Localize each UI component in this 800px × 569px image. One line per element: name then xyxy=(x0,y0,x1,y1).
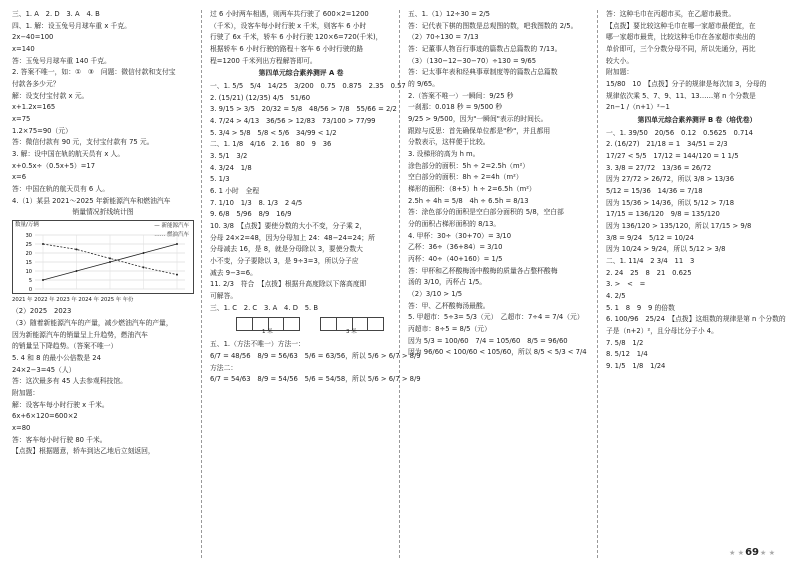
data-point xyxy=(143,252,145,254)
answer-line: 因为 15/36 > 14/36，所以 5/12 > 7/18 xyxy=(606,198,735,207)
chart-xlabels: 2021 年 2022 年 2023 年 2024 年 2025 年 年份 xyxy=(12,297,134,304)
answer-line: 17/15 = 136/120 9/8 = 135/120 xyxy=(606,210,720,219)
y-tick-label: 25 xyxy=(25,242,32,249)
answer-line: 解：设支付宝付款 x 元。 xyxy=(12,91,89,100)
y-tick-label: 15 xyxy=(25,260,32,267)
answer-line: 17/27 < 5/5 17/12 = 144/120 = 1 1/5 xyxy=(606,152,739,161)
column-1 xyxy=(12,10,194,555)
answer-line: 三、1. A 2. D 3. A 4. B xyxy=(12,10,100,18)
answer-line: 因为 10/24 > 9/24，所以 5/12 > 3/8 xyxy=(606,245,726,254)
answer-line: 梯形的面积：（8+5）h ÷ 2=6.5h（m²） xyxy=(408,185,536,194)
answer-line: 2. (15/21) (12/35) 4/5 51/60 xyxy=(210,93,311,102)
chart-ylabel: 数量/万辆 xyxy=(15,222,39,229)
answer-line: 4. 3/24 1/8 xyxy=(210,163,252,172)
answer-line: 1.2×75=90（元） xyxy=(12,126,72,135)
answer-line: 哪一家超市最贵，比较这种毛巾在各家超市卖出的 xyxy=(606,33,756,42)
answer-line: 二、1. 1/8 4/16 2. 16 80 9 36 xyxy=(210,140,332,149)
answer-line: 根据轿车 6 小时行驶的路程＋客车 6 小时行驶的路 xyxy=(210,45,364,54)
answer-line: 过 6 小时两车相遇，则两车共行驶了 600×2=1200 xyxy=(210,10,369,18)
answer-line: x=140 xyxy=(12,45,35,54)
answer-line: 较大小。 xyxy=(606,56,634,65)
answer-line: 附加题： xyxy=(12,388,40,397)
answer-line: 因为 27/72 > 26/72，所以 3/8 > 13/36 xyxy=(606,175,735,184)
answer-line: 丙超市：8÷5 = 8/5（元） xyxy=(408,325,491,334)
answer-line: （3）随着新能源汽车的产量，减少燃油汽车的产量， xyxy=(12,318,173,327)
answer-line: 8. 5/12 1/4 xyxy=(606,350,648,359)
data-point xyxy=(109,257,111,259)
column-divider xyxy=(201,10,202,558)
answer-line: 5. 甲超市：5÷3= 5/3（元） 乙超市：7÷4 = 7/4（元） xyxy=(408,313,584,322)
answer-line: 24×2−3=45（人） xyxy=(12,365,76,374)
answer-line: 6x+6×120=600×2 xyxy=(12,412,78,421)
bar-label-1m: 1 米 xyxy=(262,329,273,336)
answer-line: 5. 4 和 8 的最小公倍数是 24 xyxy=(12,353,101,362)
answer-line: 2n−1 /（n+1）²−1 xyxy=(606,103,670,112)
y-tick-label: 30 xyxy=(25,233,32,240)
answer-line: 6/7 = 48/56 8/9 = 56/63 5/6 = 63/56，所以 5/6 > 6/7 > 8/9 xyxy=(210,352,421,361)
answer-line: 3. 9/15 > 3/5 20/32 = 5/8 48/56 > 7/8 55/66 = 2/2 xyxy=(210,105,397,114)
answer-line: 因为 96/60 < 100/60 < 105/60，所以 8/5 < 5/3 < 7/4 xyxy=(408,348,587,357)
answer-line: 2x−40=100 xyxy=(12,33,54,42)
answer-line: 6/7 = 54/63 8/9 = 54/56 5/6 = 54/58，所以 5/6 > 6/7 > 8/9 xyxy=(210,375,421,384)
answer-line: 9. 6/8 5/96 8/9 16/9 xyxy=(210,210,292,219)
answer-line: 5. 3/4 > 5/8 5/8 < 5/6 34/99 < 1/2 xyxy=(210,128,337,137)
answer-line: 5. 1/3 xyxy=(210,175,230,184)
answer-line: 答：记代表下棋的图数是总观图的数，吧我图数的 2/5。 xyxy=(408,21,578,30)
answer-line: x=80 xyxy=(12,423,31,432)
answer-line: 的销量呈下降趋势。（答案不唯一） xyxy=(12,342,118,351)
answer-line: 9. 1/5 1/8 1/24 xyxy=(606,362,666,371)
answer-line: 7. 5/8 1/2 xyxy=(606,338,644,347)
answer-line: 答：记董事人物百行事迹的篇数占总篇数的 7/13。 xyxy=(408,45,562,54)
answer-line: 10. 3/8 【点拨】要使分数的大小不变，分子乘 2， xyxy=(210,222,367,231)
answer-line: 减去 9−3=6。 xyxy=(210,268,257,277)
answer-line: （3）（130−12−30−70）÷130 = 9/65 xyxy=(408,56,537,65)
answer-line: 15/80 10 【点拨】分子的规律是每次加 3，分母的 xyxy=(606,80,767,89)
answer-line: 因为新能源汽车的销量呈上升趋势，燃油汽车 xyxy=(12,330,148,339)
answer-line: 6. 100/96 25/24 【点拨】这组数的规律是第 n 个分数的 xyxy=(606,315,786,324)
answer-line: 答：玉兔号月球车重 140 千克。 xyxy=(12,56,111,65)
answer-line: x=75 xyxy=(12,115,31,124)
answer-line: （2）70÷130 = 7/13 xyxy=(408,33,479,42)
column-2 xyxy=(210,10,421,555)
answer-line: 答：客车每小时行驶 80 千米。 xyxy=(12,435,107,444)
y-tick-label: 5 xyxy=(28,278,32,285)
fraction-bar-diagram xyxy=(210,315,392,337)
answer-line: 答：涂色部分的面积是空白部分面积的 5/8，空白部 xyxy=(408,208,564,217)
answer-line: 3. 5/1 3/2 xyxy=(210,152,248,161)
answer-line: 答：这种毛巾在丙超市买，在乙超市最贵。 xyxy=(606,10,736,18)
answer-line: 4. 7/24 > 4/13 36/56 > 12/83 73/100 > 77/99 xyxy=(210,117,376,126)
data-point xyxy=(76,248,78,250)
answer-line: 规律依次乘 5、7、9、11、13……第 n 个分数是 xyxy=(606,91,756,100)
answer-line: 分的面积占梯形面积的 8/13。 xyxy=(408,220,501,229)
answer-line: 5. 1 8 9 9 的倍数 xyxy=(606,303,675,312)
answer-line: （2）2025 2023 xyxy=(12,307,72,316)
answer-line: 的 9/65。 xyxy=(408,80,440,89)
column-divider xyxy=(399,10,400,558)
y-tick-label: 0 xyxy=(28,287,32,294)
answer-line: 4. 2/5 xyxy=(606,292,626,301)
answer-line: 程=1200 千米列出方程解答即可。 xyxy=(210,56,317,65)
answer-line: 4. 甲杯：30÷（30+70）= 3/10 xyxy=(408,231,512,240)
answer-line: 【点拨】要比较这种毛巾在哪一家超市最便宜，在 xyxy=(606,21,756,30)
page-number: ★ ★69★ ★ xyxy=(729,546,775,558)
data-point xyxy=(143,266,145,268)
answer-line: 付款各多少元？ xyxy=(12,80,60,89)
answer-line: 五、1.（方法不唯一）方法一： xyxy=(210,340,305,349)
answer-line: 分母减去 16，是 8，就是分母除以 3，要使分数大 xyxy=(210,245,363,254)
answer-line: 四、1. 解：设玉兔号月球车重 x 千克。 xyxy=(12,21,131,30)
answer-line: 答：甲杯和乙杯酸梅汤中酸梅的质量各占整杯酸梅 xyxy=(408,266,558,275)
answer-line: 3. 解：设中国在轨的航天员有 x 人。 xyxy=(12,150,125,159)
answer-line: 单价即可，三个分数分母不同，所以先通分，再比 xyxy=(606,45,756,54)
section-heading-b: 第四单元综合素养测评 B 卷（培优卷） xyxy=(637,115,757,124)
answer-line: 一刹那：0.018 秒 = 9/500 秒 xyxy=(408,103,503,112)
chart-caption: 4.（1）某县 2021～2025 年新能源汽车和燃油汽车 xyxy=(12,196,171,205)
answer-line: 7. 1/10 1/3 8. 1/3 2 4/5 xyxy=(210,198,303,207)
answer-line: x+1.2x=165 xyxy=(12,103,56,112)
answer-line: 二、1. 11/4 2 3/4 11 3 xyxy=(606,257,695,266)
answer-line: 解：设客车每小时行驶 x 千米。 xyxy=(12,400,109,409)
answer-line: 11. 2/3 符合 【点拨】根据升高度除以下落高度即 xyxy=(210,280,367,289)
y-tick-label: 10 xyxy=(25,269,32,276)
answer-line: 答：记太事年表和经典事章制度等的篇数占总篇数 xyxy=(408,68,558,77)
column-divider xyxy=(597,10,598,558)
y-tick-label: 20 xyxy=(25,251,32,258)
answer-line: 3. > < = xyxy=(606,280,646,289)
column-4 xyxy=(606,10,788,555)
answer-line: 3. 3/8 = 27/72 13/36 = 26/72 xyxy=(606,163,712,172)
data-point xyxy=(42,279,44,281)
answer-line: 3. 设梯形的高为 h m。 xyxy=(408,150,480,159)
answer-line: 附加题： xyxy=(606,68,634,77)
answer-line: （2）3/10 > 1/5 xyxy=(408,290,463,299)
answer-line: 答：中国在轨的航天员有 6 人。 xyxy=(12,185,110,194)
answer-line: 2.5h ÷ 4h = 5/8 4h ÷ 6.5h = 8/13 xyxy=(408,196,529,205)
section-heading-a: 第四单元综合素养测评 A 卷 xyxy=(258,68,344,77)
data-point xyxy=(42,243,44,245)
answer-line: 2. 24 25 8 21 0.625 xyxy=(606,268,692,277)
chart-caption-2: 销量情况折线统计图 xyxy=(72,208,134,217)
answer-line: 9/25 > 9/500，因为"一瞬间"表示的时间长。 xyxy=(408,115,548,124)
answer-line: 乙杯：36÷（36+84）= 3/10 xyxy=(408,243,503,252)
chart-legend-2: …… 燃油汽车 xyxy=(154,232,189,239)
answer-line: 3/8 = 9/24 5/12 = 10/24 xyxy=(606,233,694,242)
data-point xyxy=(109,261,111,263)
answer-line: （千米），设客车每小时行驶 x 千米，则客车 6 小时 xyxy=(210,21,367,30)
answer-line: 2. 答案不唯一，如：① ③ 问题：微信付款和支付宝 xyxy=(12,68,176,77)
answer-line: 因为 5/3 = 100/60 7/4 = 105/60 8/5 = 96/60 xyxy=(408,336,568,345)
answer-line: 可解答。 xyxy=(210,292,238,301)
data-point xyxy=(176,243,178,245)
answer-line: 涂色部分的面积：5h ÷ 2=2.5h（m²） xyxy=(408,161,530,170)
answer-line: 丙杯：40÷（40+160）= 1/5 xyxy=(408,255,503,264)
data-point xyxy=(76,270,78,272)
line-chart xyxy=(12,220,194,294)
answer-line: 答：甲、乙杯酸梅汤最酸。 xyxy=(408,301,490,310)
answer-line: 子是（n+2）²，且分母比分子小 4。 xyxy=(606,327,718,336)
answer-line: 方法二： xyxy=(210,363,238,372)
answer-line: 5/12 = 15/36 14/36 = 7/18 xyxy=(606,187,703,196)
answer-line: 汤的 3/10，丙杯占 1/5。 xyxy=(408,278,487,287)
answer-line: 【点拨】根据题意，轿车到达乙地后立刻返回， xyxy=(12,447,155,456)
chart-plot xyxy=(13,221,193,293)
answer-line: x+0.5x÷（0.5x+5）=17 xyxy=(12,161,96,170)
answer-line: 分母 24×2=48，因为分母加上 24：48−24=24；所 xyxy=(210,233,375,242)
answer-line: 三、1. C 2. C 3. A 4. D 5. B xyxy=(210,303,319,312)
answer-line: 2.（答案不唯一）一瞬间：9/25 秒 xyxy=(408,91,514,100)
answer-line: x=6 xyxy=(12,173,27,182)
column-3 xyxy=(408,10,590,555)
data-point xyxy=(176,274,178,276)
answer-line: 答：微信付款有 90 元，支付宝付款有 75 元。 xyxy=(12,138,154,147)
answer-line: 空白部分的面积：8h ÷ 2=4h（m²） xyxy=(408,173,523,182)
answer-line: 跟踪与反思：首先确保单位都是"秒"，并且都用 xyxy=(408,126,551,135)
answer-line: 6. 1 小时 全程 xyxy=(210,187,260,196)
answer-line: 答：这次最多有 45 人去参观科技馆。 xyxy=(12,377,127,386)
answer-line: 一、1. 39/50 20/56 0.12 0.5625 0.714 xyxy=(606,128,753,137)
answer-line: 一、1. 5/5 5/4 14/25 3/200 0.75 0.875 2.35 0.57 xyxy=(210,82,406,91)
chart-legend-1: — 新能源汽车 xyxy=(154,223,189,230)
answer-line: 行驶了 6x 千米，轿车 6 小时行驶 120×6=720(千米)， xyxy=(210,33,383,42)
answer-line: 2. (16/27) 21/18 = 1 34/51 = 2/3 xyxy=(606,140,728,149)
bar-label-3m: 3 米 xyxy=(346,329,357,336)
answer-line: 分数表示，这样便于比较。 xyxy=(408,138,490,147)
answer-line: 因为 136/120 > 135/120，所以 17/15 > 9/8 xyxy=(606,222,752,231)
answer-line: 小不变，分子要除以 3，是 9÷3=3，所以分子应 xyxy=(210,257,359,266)
answer-line: 五、1.（1）12÷30 = 2/5 xyxy=(408,10,490,18)
